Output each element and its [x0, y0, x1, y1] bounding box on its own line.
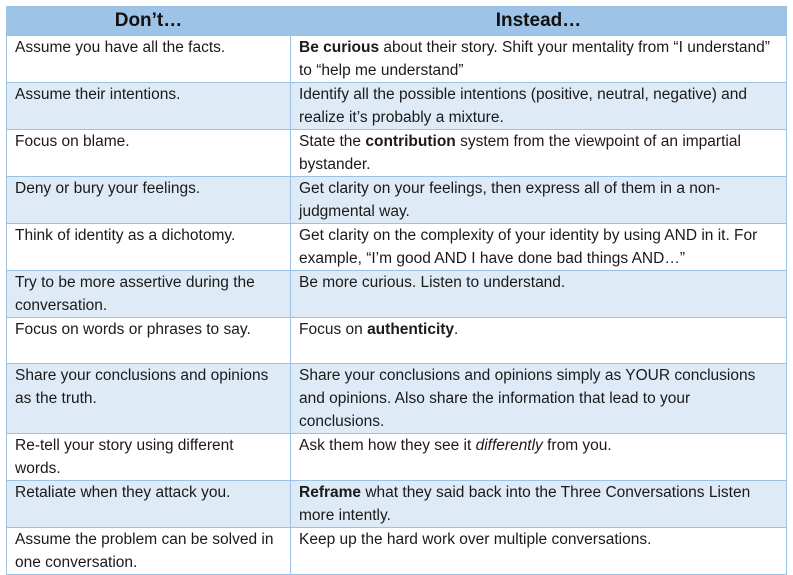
- table-row: [7, 481, 787, 528]
- dont-cell: Assume their intentions.: [7, 83, 291, 130]
- dont-cell: Focus on blame.: [7, 130, 291, 177]
- instead-cell: [291, 481, 787, 528]
- instead-cell: [291, 271, 787, 318]
- instead-cell: [291, 36, 787, 83]
- cell-text: system from the viewpoint of an impartial bystander.: [299, 133, 741, 173]
- cell-text: Identify all the possible intentions (positive, neutral, negative) and realize it’s probably a mixture.: [299, 86, 748, 126]
- cell-text: Share your conclusions and opinions simply as YOUR conclusions and opinions. Also share the information that lead to your conclusions.: [299, 367, 756, 430]
- table-row: [7, 177, 787, 224]
- cell-text: Be more curious. Listen to understand.: [299, 274, 566, 291]
- italic-text: differently: [475, 437, 543, 454]
- table-row: [7, 434, 787, 481]
- dont-instead-table: [6, 6, 787, 575]
- dont-cell: Think of identity as a dichotomy.: [7, 224, 291, 271]
- table-row: [7, 364, 787, 434]
- header-dont: Don’t…: [7, 7, 291, 36]
- dont-cell: Retaliate when they attack you.: [7, 481, 291, 528]
- table-row: [7, 36, 787, 83]
- instead-cell: [291, 224, 787, 271]
- dont-cell: Assume you have all the facts.: [7, 36, 291, 83]
- cell-text: Focus on: [299, 321, 368, 338]
- dont-cell: Try to be more assertive during the conversation.: [7, 271, 291, 318]
- bold-text: authenticity: [367, 321, 455, 338]
- dont-cell: Re-tell your story using different words.: [7, 434, 291, 481]
- cell-text: what they said back into the Three Conversations Listen more intently.: [299, 484, 751, 524]
- bold-text: contribution: [365, 133, 456, 150]
- table-body: [7, 36, 787, 575]
- bold-text: Reframe: [299, 484, 362, 501]
- dont-cell: Share your conclusions and opinions as the truth.: [7, 364, 291, 434]
- dont-cell: Deny or bury your feelings.: [7, 177, 291, 224]
- cell-text: from you.: [542, 437, 612, 454]
- instead-cell: [291, 177, 787, 224]
- table-row: [7, 528, 787, 575]
- dont-cell: Assume the problem can be solved in one conversation.: [7, 528, 291, 575]
- dont-cell: Focus on words or phrases to say.: [7, 318, 291, 364]
- instead-cell: [291, 83, 787, 130]
- instead-cell: [291, 528, 787, 575]
- cell-text: about their story. Shift your mentality from “I understand” to “help me understand”: [299, 39, 770, 79]
- instead-cell: [291, 434, 787, 481]
- header-instead: Instead…: [291, 7, 787, 36]
- table-row: [7, 271, 787, 318]
- instead-cell: [291, 318, 787, 364]
- cell-text: Ask them how they see it: [299, 437, 476, 454]
- cell-text: .: [454, 321, 459, 338]
- header-row: [7, 7, 787, 36]
- table-row: [7, 224, 787, 271]
- cell-text: Get clarity on your feelings, then express all of them in a non-judgmental way.: [299, 180, 721, 220]
- table-row: [7, 83, 787, 130]
- cell-text: Get clarity on the complexity of your identity by using AND in it. For example, “I’m good AND I have done bad things AND…”: [299, 227, 758, 267]
- instead-cell: [291, 130, 787, 177]
- instead-cell: [291, 364, 787, 434]
- table-row: [7, 318, 787, 364]
- cell-text: State the: [299, 133, 366, 150]
- bold-text: Be curious: [299, 39, 380, 56]
- cell-text: Keep up the hard work over multiple conversations.: [299, 531, 652, 548]
- table-row: [7, 130, 787, 177]
